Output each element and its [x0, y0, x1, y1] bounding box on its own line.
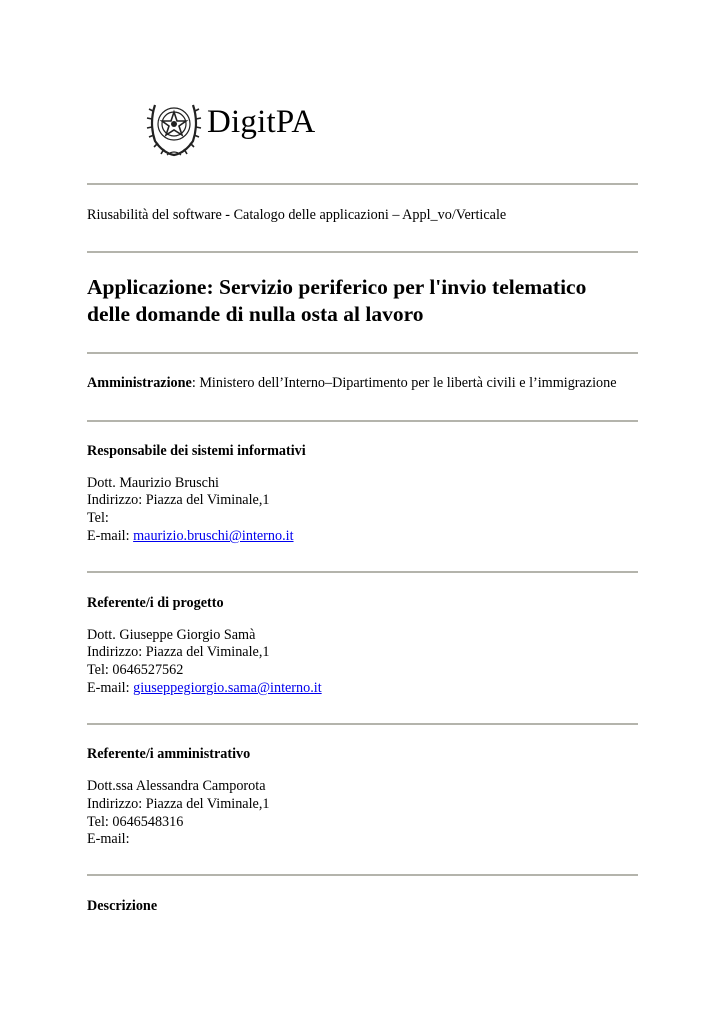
email-link[interactable]: giuseppegiorgio.sama@interno.it — [133, 680, 322, 696]
contact-email-line — [87, 831, 130, 849]
administration-line — [87, 375, 617, 393]
section-heading-responsabile: Responsabile dei sistemi informativi — [87, 443, 306, 459]
section-heading-referente-progetto: Referente/i di progetto — [87, 595, 224, 611]
divider — [87, 183, 638, 185]
administration-value: : Ministero dell’Interno–Dipartimento per le libertà civili e l’immigrazione — [191, 375, 617, 391]
divider — [87, 251, 638, 253]
contact-name: Dott. Maurizio Bruschi — [87, 475, 220, 491]
contact-address: Indirizzo: Piazza del Viminale,1 — [87, 796, 270, 812]
email-label: E-mail: — [87, 528, 134, 544]
divider — [87, 874, 638, 876]
email-label: E-mail: — [87, 831, 130, 847]
contact-name: Dott.ssa Alessandra Camporota — [87, 778, 266, 794]
section-heading-descrizione: Descrizione — [87, 898, 158, 914]
contact-tel: Tel: 0646548316 — [87, 814, 184, 830]
divider — [87, 571, 638, 573]
divider — [87, 723, 638, 725]
section-heading-referente-amministrativo: Referente/i amministrativo — [87, 746, 251, 762]
logo-text: DigitPA — [207, 103, 316, 140]
contact-name: Dott. Giuseppe Giorgio Samà — [87, 627, 256, 643]
email-link[interactable]: maurizio.bruschi@interno.it — [133, 528, 294, 544]
breadcrumb: Riusabilità del software - Catalogo delle applicazioni – Appl_vo/Verticale — [87, 207, 507, 223]
contact-tel: Tel: — [87, 510, 109, 526]
divider — [87, 352, 638, 354]
page-title-line-1: Applicazione: Servizio periferico per l'invio telematico — [87, 275, 587, 299]
contact-address: Indirizzo: Piazza del Viminale,1 — [87, 644, 270, 660]
digitpa-logo — [145, 93, 315, 159]
contact-tel: Tel: 0646527562 — [87, 662, 184, 678]
contact-address: Indirizzo: Piazza del Viminale,1 — [87, 492, 270, 508]
page-title-line-2: delle domande di nulla osta al lavoro — [87, 302, 424, 326]
italian-republic-emblem-icon — [145, 93, 203, 159]
divider — [87, 420, 638, 422]
contact-email-line — [87, 680, 322, 698]
page-title — [87, 274, 647, 328]
administration-label: Amministrazione — [87, 375, 192, 391]
email-label: E-mail: — [87, 680, 134, 696]
contact-email-line — [87, 528, 294, 546]
